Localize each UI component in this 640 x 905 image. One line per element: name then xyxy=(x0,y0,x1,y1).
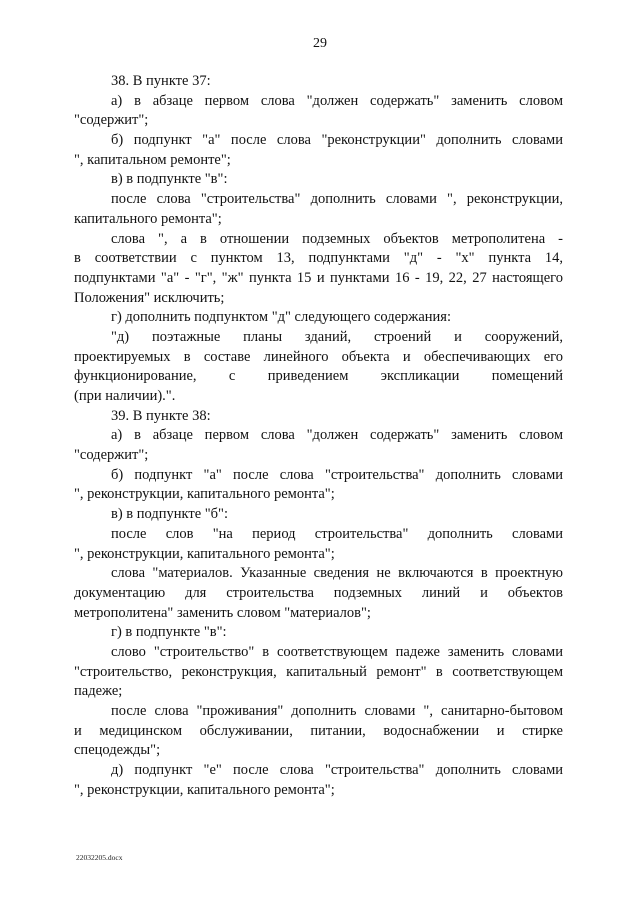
text-line: метрополитена" заменить словом "материалов"; xyxy=(74,604,371,621)
text-line: "строительство, реконструкция, капитальный ремонт" в соответствующем xyxy=(74,663,563,680)
text-line: в) в подпункте "б": xyxy=(111,506,229,523)
text-line: ", реконструкции, капитального ремонта"; xyxy=(74,486,335,503)
text-line: (при наличии).". xyxy=(74,388,176,404)
document-body xyxy=(74,72,563,800)
text-line: подпунктами "а" - "г", "ж" пункта 15 и пунктами 16 - 19, 22, 27 настоящего xyxy=(74,269,563,286)
text-line: "содержит"; xyxy=(74,447,149,464)
text-line: слова ", а в отношении подземных объектов метрополитена - xyxy=(111,230,563,247)
text-line: спецодежды"; xyxy=(74,742,161,759)
text-line: а) в абзаце первом слова "должен содержать" заменить словом xyxy=(111,92,563,109)
text-line: 38. В пункте 37: xyxy=(111,73,211,89)
text-line: б) подпункт "а" после слова "реконструкции" дополнить словами xyxy=(111,132,563,149)
text-line: после слова "проживания" дополнить словами ", санитарно-бытовом xyxy=(111,703,563,719)
text-line: г) в подпункте "в": xyxy=(111,624,227,641)
text-line: "содержит"; xyxy=(74,112,149,129)
text-line: слово "строительство" в соответствующем падеже заменить словами xyxy=(111,643,563,660)
text-line: д) подпункт "е" после слова "строительства" дополнить словами xyxy=(111,762,563,779)
text-line: г) дополнить подпунктом "д" следующего содержания: xyxy=(111,309,451,326)
text-line: после слова "строительства" дополнить словами ", реконструкции, xyxy=(111,191,563,208)
footer-filename: 22032205.docx xyxy=(76,853,123,862)
text-line: после слов "на период строительства" дополнить словами xyxy=(111,525,563,542)
text-line: в) в подпункте "в": xyxy=(111,171,228,188)
text-line: капитального ремонта"; xyxy=(74,210,222,227)
text-line: ", реконструкции, капитального ремонта"; xyxy=(74,545,335,562)
text-line: слова "материалов. Указанные сведения не включаются в проектную xyxy=(111,565,563,582)
text-line: проектируемых в составе линейного объекта и обеспечивающих его xyxy=(74,348,563,365)
text-line: Положения" исключить; xyxy=(74,289,225,306)
text-line: "д) поэтажные планы зданий, строений и сооружений, xyxy=(111,328,563,345)
text-line: падеже; xyxy=(74,683,123,700)
page-number: 29 xyxy=(313,36,327,51)
text-line: и медицинском обслуживании, питании, водоснабжении и стирке xyxy=(74,722,563,739)
text-line: а) в абзаце первом слова "должен содержать" заменить словом xyxy=(111,427,563,444)
text-line: ", капитальном ремонте"; xyxy=(74,151,231,168)
text-line: б) подпункт "а" после слова "строительства" дополнить словами xyxy=(111,466,563,483)
text-line: ", реконструкции, капитального ремонта"; xyxy=(74,781,335,798)
text-line: в соответствии с пунктом 13, подпунктами "д" - "х" пункта 14, xyxy=(74,250,563,267)
text-line: документацию для строительства подземных линий и объектов xyxy=(74,584,563,601)
text-line: функционирование, с приведением экспликации помещений xyxy=(74,368,563,385)
text-line: 39. В пункте 38: xyxy=(111,407,211,424)
